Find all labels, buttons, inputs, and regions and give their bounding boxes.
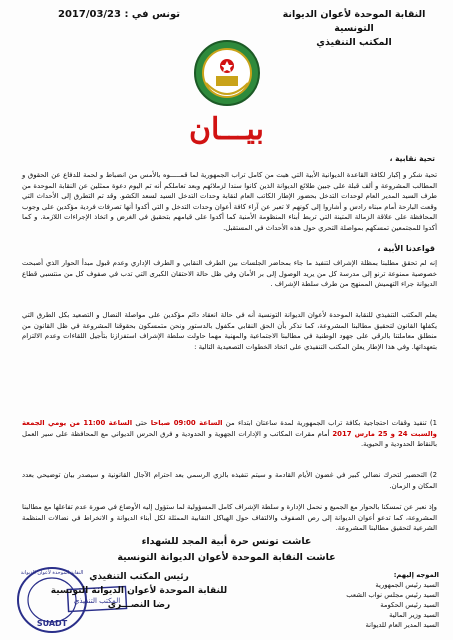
recipient-item: السيد وزير المالية bbox=[389, 611, 439, 619]
union-header bbox=[269, 8, 439, 50]
decision-one-days: من يومي الجمعة والسبت 24 و 25 مارس 2017 bbox=[22, 419, 437, 438]
recipient-item: السيد رئيس الحكومة bbox=[380, 601, 439, 609]
paragraph-intro: تحية شكر و إكبار لكافة القاعدة الديوانية الأبية التي هبت من كامل تراب الجمهورية لما قمـــــوه بالأمس من انضباط و لحمة للدفاع عن الحقوق و المطالب المشروعة و ألف قبلة على جبين طلائع الديوانة الذين كانوا سندا لزملائهم وبعد تعاملكم أنه تم اليوم دعوة ممثلين عن النقابة الموحدة من طرف السيد المدير العام لوحدات التدخل بحضور الإطار الكاتب العام لنقابة وحدات التدخل السيد لسعد الكشو. وقد تم التطرق إلى الأحداث التي وقعت البارحة أمام مبناه رادس و أشاروا إلى كونهم لا تعبر عن آراء كافة أعوان وحدات التدخل و التي أكدوا أنها تصرفات فردية مؤكدين على وجوب المحافظة على علاقة الزمالة المتينة التي تربط أبناء المنظومة الأمنية كما أكدوا على قيامهم بتحقيق في الغرض و اتخاذ الإجراءات اللازمة. و كما أكدوا للمجتمعين تمسكهم بمواصلة التحري حول هذه الأحداث في المستقبل. bbox=[22, 171, 437, 232]
decision-one bbox=[22, 418, 437, 450]
recipients-title: الموجه إليهم: bbox=[393, 571, 439, 579]
union-country: التونسية bbox=[334, 23, 374, 34]
greeting: تحية نقابية ، bbox=[389, 154, 435, 163]
union-logo-icon bbox=[192, 38, 262, 108]
signature-role: رئيس المكتب التنفيذي bbox=[89, 572, 189, 582]
decision-one-end-time: الساعة 11:00 bbox=[83, 419, 133, 427]
decision-two: 2) التحضير لتحرك نضالي كبير في غضون الأيام القادمة و سيتم تنفيذه بالزي الرسمي بعد احترام الآجال القانونية و سيصدر بيان توضيحي بعدد المكان و الزمان. bbox=[22, 471, 437, 490]
subheading: قواعدنا الأبية ، bbox=[377, 244, 435, 253]
union-name: النقابة الموحدة لأعوان الديوانة bbox=[282, 9, 426, 20]
decision-one-start-time: الساعة 09:00 صباحا bbox=[150, 419, 223, 427]
decision-one-post: أمام مقرات المكاتب و الإدارات الجهوية و الحدودية و فرق الحرس الديواني مع المحافظة على سير العمل بالنقاط الحدودية و الحيوية. bbox=[22, 429, 437, 449]
union-office: المكتب التنفيذي bbox=[316, 37, 392, 48]
signature-org: للنقابة الموحدة لأعوان الديوانة التونسية bbox=[50, 586, 228, 596]
recipients-list bbox=[289, 570, 439, 630]
recipient-item: السيد رئيس الجمهورية bbox=[375, 581, 439, 589]
paragraph-context: إنه لم تحقق مطلبنا بمظلة الإشراف لتنفيذ ما جاء بمحاضر الجلسات بين الطرف النقابي و الطرف الإداري وعدم قبول مبدأ الحوار الذي أصبحت خصوصية ممنوعة ترنو إلى مدرسة كل من يريد الوصول إلى بر الأمان وفي ظل حالة الاحتقان الكبرى التي تدب في صفوف كل من منتسبي قطاع الديوانة جراء التهميش الممنهج من طرف سلطة الإشراف . bbox=[22, 259, 437, 289]
paragraph-announcement: يعلم المكتب التنفيذي للنقابة الموحدة لأعوان الديوانة التونسية أنه في حالة انعقاد دائم مؤكدين على مواصلة النضال و التصعيد بكل الطرق التي يكفلها القانون لتحقيق مطالبنا المشروعة، كما نذكر بأن الحق النقابي مكفول بالدستور ونحن متمسكون بحقوقنا المشروعة في ظل القانون من منطلق معاملتنا بالرقي على جهود الوطنية في مطالبنا الاجتماعية والمهنية مهما حاولت سلطة الإشراف استفزازنا بتأجيل اللقاءات وعدم الالتزام بتعهداتها. وفي هذا الإطار يعلن المكتب التنفيذي على اتخاذ الخطوات التصعيدية التالية : bbox=[22, 311, 437, 351]
slogan-two: عاشت النقابة الموحدة لأعوان الديوانة التونسية bbox=[117, 552, 336, 563]
document-date: تونس في : 2017/03/23 bbox=[58, 9, 180, 20]
stamp-top-text: النقابة الموحدة لأعوان الديوانة bbox=[20, 570, 84, 576]
slogan-one: عاشت تونس حرة أبية المجد للشهداء bbox=[141, 536, 312, 547]
stamp-bottom-text: SUADT bbox=[36, 619, 68, 628]
decision-one-pre: 1) تنفيذ وقفات احتجاجية بكافة تراب الجمهورية لمدة ساعتان ابتداء من bbox=[225, 419, 437, 427]
paragraph-closing: وإذ نعبر عن تمسكنا بالحوار مع الجميع و نحمل الإدارة و سلطة الإشراف كامل المسؤولية لما ستؤول إليه الأوضاع في صورة عدم تفاعلها مع مطالبنا المشروعة، كما تدعو أعوان الديوانة إلى رص الصفوف والالتفاف حول الهياكل النقابية الممثلة لكل أبناء الديوانة و الانخراط في نضالات المنظمة الشرعية لتحقيق مطالبنا المشروعة. bbox=[22, 503, 437, 533]
recipient-item: السيد المدير العام للديوانة bbox=[365, 621, 439, 629]
decision-one-mid: حتى bbox=[135, 419, 148, 427]
signature-name: رضا النصـــري bbox=[107, 600, 171, 610]
recipient-item: السيد رئيس مجلس نواب الشعب bbox=[346, 591, 439, 599]
statement-title: بيـــان bbox=[189, 112, 264, 147]
stamp-mid-text: المكتب التنفيذي bbox=[73, 597, 121, 605]
signature-block bbox=[44, 570, 234, 612]
